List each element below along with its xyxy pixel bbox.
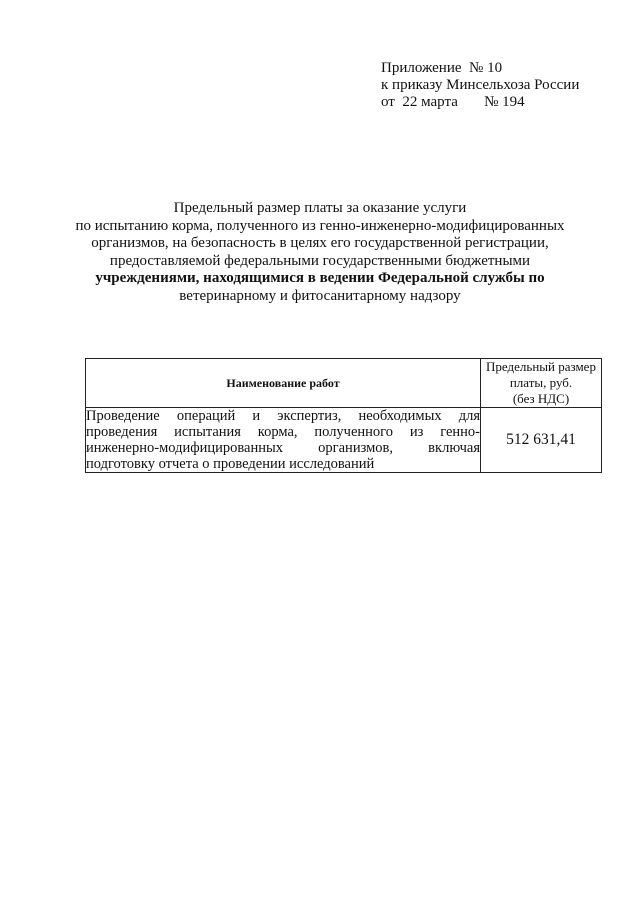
fee-table [85,358,602,473]
document-title [40,200,600,305]
appendix-order-date: от 22 марта № 194 [381,94,525,110]
price-header-line: Предельный размер [486,359,596,374]
appendix-order-ref: к приказу Минсельхоза России [381,77,580,93]
work-name-line: подготовку отчета о проведении исследований [86,456,375,472]
table-row [86,408,602,473]
work-name-line: инженерно-модифицированных организмов, включая [86,440,480,456]
price-header-line: платы, руб. [509,375,573,390]
price-header-line: (без НДС) [512,391,570,406]
column-header-name: Наименование работ [86,359,481,408]
appendix-number: Приложение № 10 [381,60,503,76]
title-line: Предельный размер платы за оказание услуги [173,200,467,216]
work-name-line: проведения испытания корма, полученного из генно- [86,424,480,440]
work-name-cell [86,408,481,473]
table-header-row [86,359,602,408]
column-header-price [481,359,602,408]
work-name-line: Проведение операций и экспертиз, необходимых для [86,408,480,424]
appendix-header [381,60,579,111]
title-line: организмов, на безопасность в целях его государственной регистрации, [91,235,549,251]
title-line: по испытанию корма, полученного из генно-инженерно-модифицированных [75,217,565,234]
price-cell: 512 631,41 [481,408,602,473]
title-line: ветеринарному и фитосанитарному надзору [179,287,461,304]
title-line: учреждениями, находящимися в ведении Федеральной службы по [95,270,545,286]
title-line: предоставляемой федеральными государственными бюджетными [109,252,531,269]
